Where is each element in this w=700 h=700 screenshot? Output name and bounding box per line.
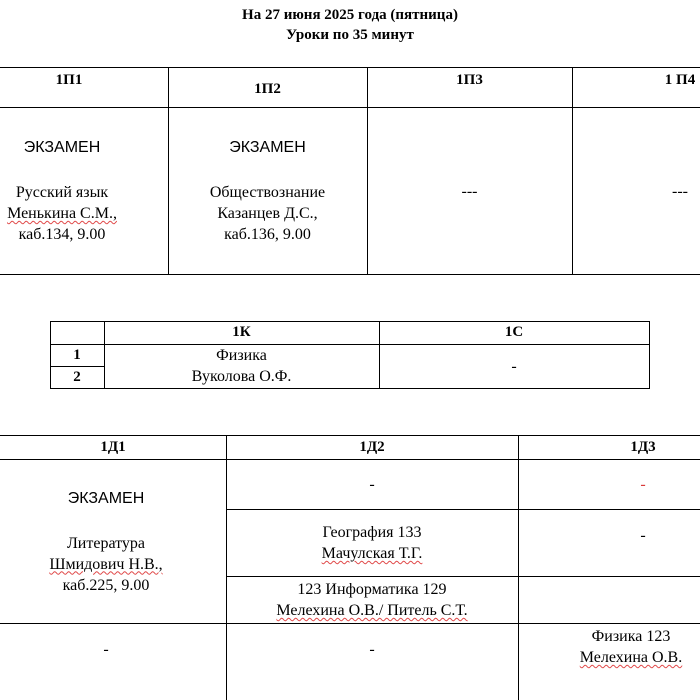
header-1p3: 1П3	[456, 71, 483, 88]
header-1d1: 1Д1	[100, 438, 126, 455]
teacher: Казанцев Д.С.,	[217, 205, 318, 222]
subject: Обществознание	[209, 184, 326, 201]
page-header	[0, 5, 700, 45]
room: каб.136, 9.00	[224, 226, 311, 243]
teacher: Мелехина О.В./ Питель С.Т.	[276, 602, 468, 619]
header-1d3: 1Д3	[630, 438, 656, 455]
row-number-2: 2	[73, 368, 81, 385]
teacher: Мачулская Т.Г.	[321, 545, 423, 562]
cell-1p1	[0, 108, 184, 274]
exam-label: ЭКЗАМЕН	[23, 139, 101, 156]
subject: Литература	[66, 534, 146, 552]
cell-1d2-r3	[226, 577, 518, 623]
cell-1d2-r4: -	[369, 640, 375, 658]
teacher: Шмидович Н.В.,	[49, 555, 163, 573]
exam-label: ЭКЗАМЕН	[229, 139, 306, 156]
teacher: Вуколова О.Ф.	[191, 368, 292, 385]
cell-1p2	[168, 108, 367, 274]
header-1p2: 1П2	[254, 80, 281, 97]
teacher: Мелехина О.В.	[579, 649, 683, 666]
header-1k: 1К	[232, 324, 251, 340]
header-1c: 1С	[504, 324, 524, 340]
subject: 123 Информатика 129	[297, 581, 447, 598]
header-1p1: 1П1	[55, 71, 83, 88]
cell-1p4: ---	[672, 182, 688, 200]
cell-1d2-r2	[226, 510, 518, 576]
cell-1d3-r2: -	[640, 526, 646, 544]
subject: Физика 123	[591, 628, 671, 645]
cell-1d2-r1: -	[369, 476, 375, 493]
subject: Русский язык	[15, 184, 109, 201]
header-1p4: 1 П4	[664, 71, 696, 88]
cell-1p3: ---	[461, 182, 478, 200]
subject: Физика	[216, 347, 267, 364]
subject: География 133	[322, 524, 422, 541]
row-number-1: 1	[73, 346, 81, 363]
cell-1k	[104, 344, 379, 388]
cell-1d3-r4	[518, 624, 700, 670]
cell-1d1	[0, 460, 212, 623]
cell-1d3-r1: -	[640, 476, 646, 493]
page-subtitle: Уроки по 35 минут	[286, 27, 414, 43]
cell-1c: -	[511, 357, 517, 375]
room: каб.225, 9.00	[62, 576, 150, 594]
header-1d2: 1Д2	[359, 438, 385, 455]
page-title: На 27 июня 2025 года (пятница)	[242, 7, 458, 23]
teacher: Менькина С.М.,	[7, 205, 117, 222]
room: каб.134, 9.00	[18, 226, 106, 243]
exam-label: ЭКЗАМЕН	[67, 489, 145, 507]
cell-1d1-r4: -	[103, 640, 109, 658]
